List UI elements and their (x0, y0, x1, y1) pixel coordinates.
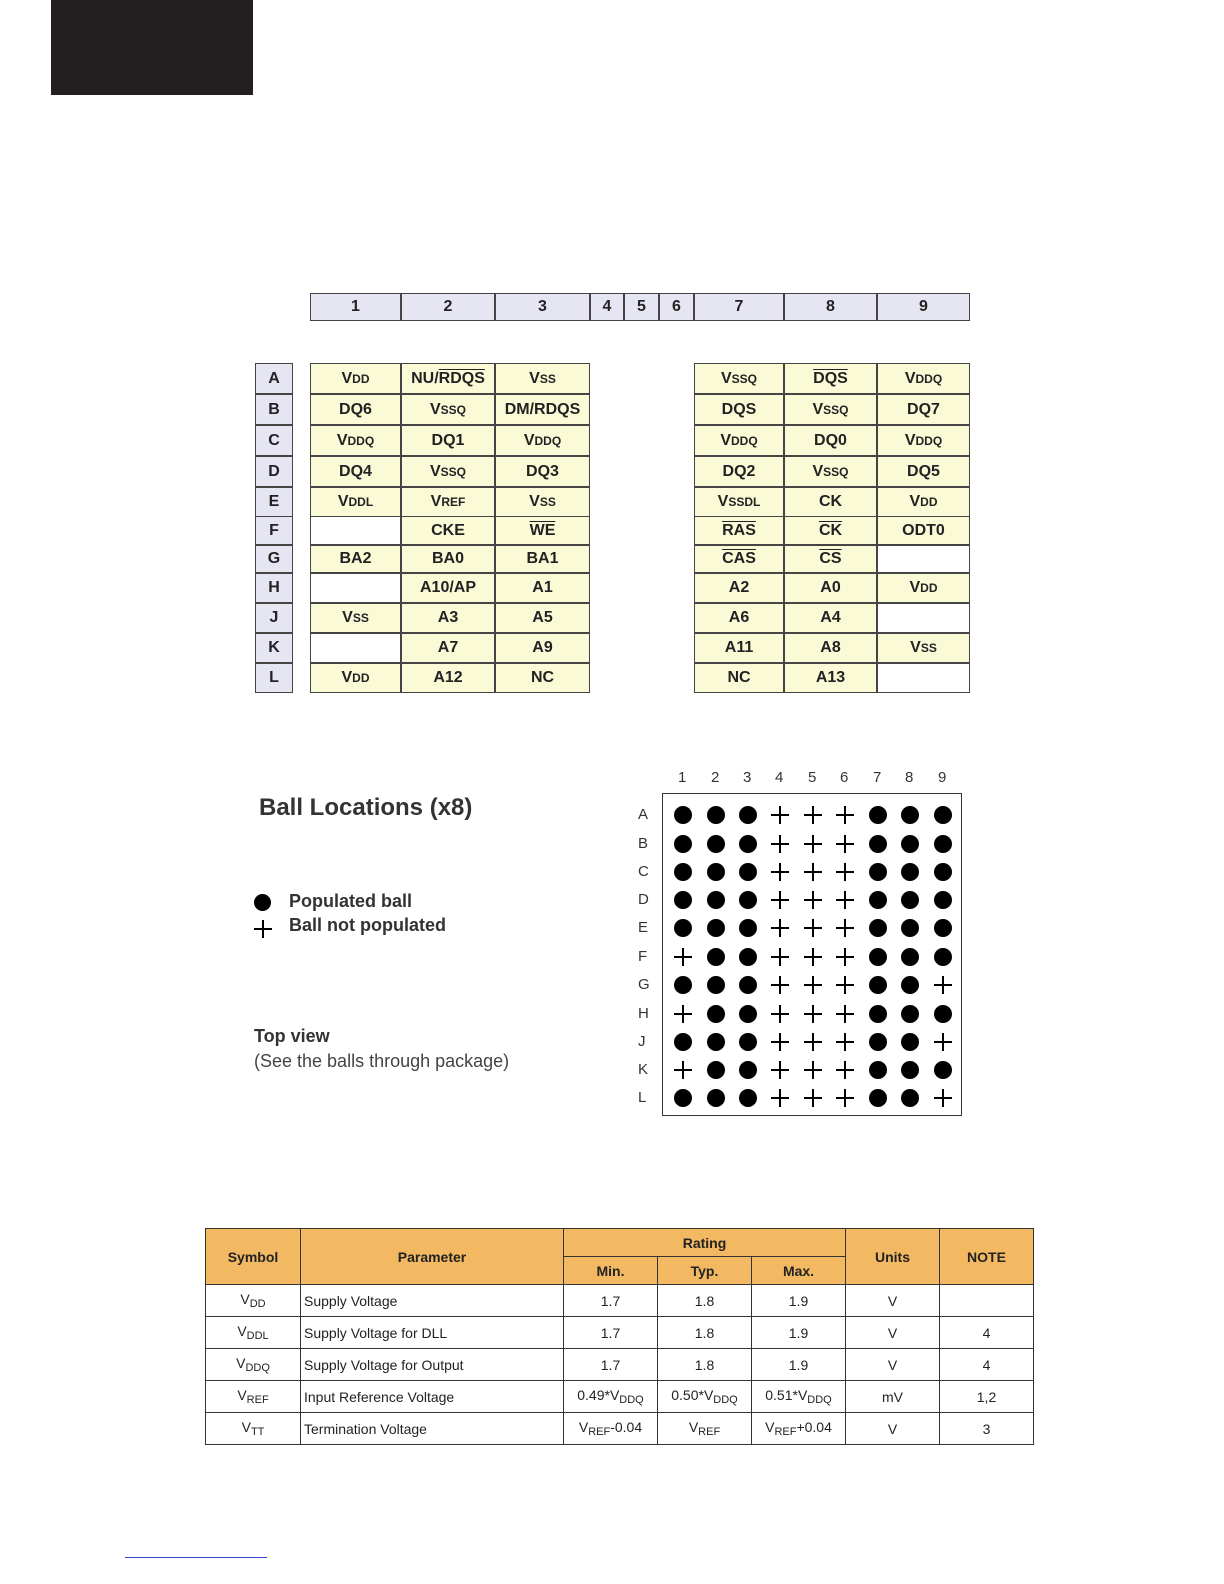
populated-ball-H2 (707, 1005, 725, 1023)
pin-A3: V SS (495, 363, 590, 394)
column-header-1: 1 (310, 293, 401, 321)
unpopulated-ball-D6 (836, 891, 854, 909)
populated-ball-E9 (934, 919, 952, 937)
ball-row-H: H (638, 1005, 649, 1022)
note-cell (940, 1285, 1034, 1317)
pin-L2: A12 (401, 663, 495, 693)
header-max: Max. (752, 1257, 846, 1285)
parameter-cell: Supply Voltage (301, 1285, 564, 1317)
pin-J1: V SS (310, 603, 401, 633)
unpopulated-ball-F5 (804, 948, 822, 966)
pin-K9: V SS (877, 633, 970, 663)
ball-row-A: A (638, 806, 649, 823)
pin-H7: A2 (694, 573, 784, 603)
unpopulated-ball-D4 (771, 891, 789, 909)
unpopulated-ball-J4 (771, 1033, 789, 1051)
table-row (206, 1381, 1034, 1413)
pin-K8: A8 (784, 633, 877, 663)
populated-ball-C1 (674, 863, 692, 881)
unpopulated-ball-E4 (771, 919, 789, 937)
pin-A7: V SSQ (694, 363, 784, 394)
populated-ball-D1 (674, 891, 692, 909)
column-header-9: 9 (877, 293, 970, 321)
pin-F1 (310, 516, 401, 545)
pin-L9 (877, 663, 970, 693)
populated-ball-E8 (901, 919, 919, 937)
unpopulated-ball-E6 (836, 919, 854, 937)
symbol-cell: $V_{DDQ}$ (206, 1349, 301, 1381)
populated-ball-L8 (901, 1089, 919, 1107)
pin-K3: A9 (495, 633, 590, 663)
table-row (206, 1349, 1034, 1381)
header-note: NOTE (940, 1229, 1034, 1285)
populated-ball-F3 (739, 948, 757, 966)
pin-K7: A11 (694, 633, 784, 663)
ball-column-6: 6 (840, 769, 849, 786)
populated-ball-D8 (901, 891, 919, 909)
header-symbol: Symbol (206, 1229, 301, 1285)
top-view-title: Top view (254, 1026, 330, 1046)
pin-G7: $\overline{CAS}$ (694, 545, 784, 573)
ball-column-8: 8 (905, 769, 914, 786)
populated-ball-C7 (869, 863, 887, 881)
pin-J3: A5 (495, 603, 590, 633)
populated-ball-C2 (707, 863, 725, 881)
pin-F7: $\overline{RAS}$ (694, 516, 784, 545)
pin-L1: V DD (310, 663, 401, 693)
pin-H3: A1 (495, 573, 590, 603)
populated-ball-B9 (934, 835, 952, 853)
populated-ball-K9 (934, 1061, 952, 1079)
max-cell: 1.9 (752, 1317, 846, 1349)
ball-column-4: 4 (775, 769, 784, 786)
pin-G9 (877, 545, 970, 573)
populated-ball-A2 (707, 806, 725, 824)
pin-F2: CKE (401, 516, 495, 545)
ball-column-1: 1 (678, 769, 687, 786)
unpopulated-ball-F4 (771, 948, 789, 966)
pin-G8: $\overline{CS}$ (784, 545, 877, 573)
pin-G1: BA2 (310, 545, 401, 573)
unpopulated-ball-K5 (804, 1061, 822, 1079)
populated-ball-F8 (901, 948, 919, 966)
note-cell: 3 (940, 1413, 1034, 1445)
populated-ball-H3 (739, 1005, 757, 1023)
pin-H2: A10/AP (401, 573, 495, 603)
symbol-cell: $V_{REF}$ (206, 1381, 301, 1413)
row-label-D: D (255, 456, 293, 487)
column-header-3: 3 (495, 293, 590, 321)
row-label-A: A (255, 363, 293, 394)
unpopulated-ball-G5 (804, 976, 822, 994)
populated-ball-K7 (869, 1061, 887, 1079)
unpopulated-ball-F6 (836, 948, 854, 966)
populated-ball-G1 (674, 976, 692, 994)
unpopulated-ball-L6 (836, 1089, 854, 1107)
populated-ball-F2 (707, 948, 725, 966)
column-header-6: 6 (659, 293, 694, 321)
pin-C1: V DDQ (310, 425, 401, 456)
populated-ball-G2 (707, 976, 725, 994)
ball-row-D: D (638, 891, 649, 908)
legend-not-populated-icon (254, 920, 271, 937)
populated-ball-B2 (707, 835, 725, 853)
pin-B7: DQS (694, 394, 784, 425)
pin-A2: NU/ RDQS (401, 363, 495, 394)
populated-ball-E3 (739, 919, 757, 937)
populated-ball-C3 (739, 863, 757, 881)
populated-ball-E2 (707, 919, 725, 937)
min-cell: 1.7 (564, 1285, 658, 1317)
ball-row-J: J (638, 1033, 646, 1050)
unpopulated-ball-J5 (804, 1033, 822, 1051)
units-cell: mV (846, 1381, 940, 1413)
populated-ball-A8 (901, 806, 919, 824)
populated-ball-G3 (739, 976, 757, 994)
pin-F3: $\overline{WE}$ (495, 516, 590, 545)
pin-D1: DQ4 (310, 456, 401, 487)
unpopulated-ball-H6 (836, 1005, 854, 1023)
populated-ball-C8 (901, 863, 919, 881)
pin-G3: BA1 (495, 545, 590, 573)
row-label-E: E (255, 487, 293, 517)
unpopulated-ball-L9 (934, 1089, 952, 1107)
column-header-2: 2 (401, 293, 495, 321)
pin-J2: A3 (401, 603, 495, 633)
unpopulated-ball-L5 (804, 1089, 822, 1107)
ball-row-G: G (638, 976, 650, 993)
populated-ball-D3 (739, 891, 757, 909)
ball-column-9: 9 (938, 769, 947, 786)
unpopulated-ball-K4 (771, 1061, 789, 1079)
populated-ball-J1 (674, 1033, 692, 1051)
populated-ball-L7 (869, 1089, 887, 1107)
pin-B2: V SSQ (401, 394, 495, 425)
populated-ball-L2 (707, 1089, 725, 1107)
populated-ball-D9 (934, 891, 952, 909)
pin-B9: DQ7 (877, 394, 970, 425)
pin-F9: ODT0 (877, 516, 970, 545)
legend-not-populated-label: Ball not populated (289, 915, 446, 935)
unpopulated-ball-J6 (836, 1033, 854, 1051)
populated-ball-A9 (934, 806, 952, 824)
max-cell: 1.9 (752, 1285, 846, 1317)
pin-E1: V DDL (310, 487, 401, 517)
row-label-B: B (255, 394, 293, 425)
legend-populated-label: Populated ball (289, 891, 413, 911)
unpopulated-ball-B4 (771, 835, 789, 853)
row-label-K: K (255, 633, 293, 663)
symbol-cell: $V_{DDL}$ (206, 1317, 301, 1349)
unpopulated-ball-L4 (771, 1089, 789, 1107)
pin-C9: V DDQ (877, 425, 970, 456)
populated-ball-B1 (674, 835, 692, 853)
ball-row-C: C (638, 863, 649, 880)
pin-H1 (310, 573, 401, 603)
unpopulated-ball-A6 (836, 806, 854, 824)
footer-link-underline (125, 1557, 267, 1558)
row-label-H: H (255, 573, 293, 603)
units-cell: V (846, 1285, 940, 1317)
populated-ball-E7 (869, 919, 887, 937)
pin-L7: NC (694, 663, 784, 693)
pin-C7: V DDQ (694, 425, 784, 456)
pin-J8: A4 (784, 603, 877, 633)
populated-ball-L1 (674, 1089, 692, 1107)
unpopulated-ball-G4 (771, 976, 789, 994)
ball-column-2: 2 (711, 769, 720, 786)
populated-ball-J7 (869, 1033, 887, 1051)
ball-column-7: 7 (873, 769, 882, 786)
min-cell: 1.7 (564, 1317, 658, 1349)
row-label-G: G (255, 545, 293, 573)
unpopulated-ball-B5 (804, 835, 822, 853)
ball-row-F: F (638, 948, 648, 965)
pin-K2: A7 (401, 633, 495, 663)
pin-D9: DQ5 (877, 456, 970, 487)
typ-cell: 1.8 (658, 1349, 752, 1381)
unpopulated-ball-C6 (836, 863, 854, 881)
table-row (206, 1413, 1034, 1445)
symbol-cell: $V_{DD}$ (206, 1285, 301, 1317)
unpopulated-ball-K6 (836, 1061, 854, 1079)
populated-ball-L3 (739, 1089, 757, 1107)
populated-ball-D2 (707, 891, 725, 909)
pin-C3: V DDQ (495, 425, 590, 456)
top-view-note: (See the balls through package) (254, 1051, 510, 1071)
unpopulated-ball-G6 (836, 976, 854, 994)
populated-ball-A3 (739, 806, 757, 824)
dc-operating-conditions-table (205, 1228, 1034, 1445)
note-cell: 4 (940, 1317, 1034, 1349)
typ-cell: $V_{REF}$ (658, 1413, 752, 1445)
populated-ball-H9 (934, 1005, 952, 1023)
pin-E9: V DD (877, 487, 970, 517)
unpopulated-ball-C5 (804, 863, 822, 881)
parameter-cell: Supply Voltage for Output (301, 1349, 564, 1381)
max-cell: $0.51*V_{DDQ}$ (752, 1381, 846, 1413)
populated-ball-B8 (901, 835, 919, 853)
unpopulated-ball-G9 (934, 976, 952, 994)
populated-ball-H7 (869, 1005, 887, 1023)
ball-column-5: 5 (808, 769, 817, 786)
min-cell: $0.49*V_{DDQ}$ (564, 1381, 658, 1413)
populated-ball-F7 (869, 948, 887, 966)
pin-A1: V DD (310, 363, 401, 394)
max-cell: 1.9 (752, 1349, 846, 1381)
unpopulated-ball-J9 (934, 1033, 952, 1051)
units-cell: V (846, 1349, 940, 1381)
pin-A8: $\overline{DQS}$ (784, 363, 877, 394)
unpopulated-ball-B6 (836, 835, 854, 853)
unpopulated-ball-F1 (674, 948, 692, 966)
header-typ: Typ. (658, 1257, 752, 1285)
typ-cell: $0.50*V_{DDQ}$ (658, 1381, 752, 1413)
populated-ball-K3 (739, 1061, 757, 1079)
column-header-7: 7 (694, 293, 784, 321)
populated-ball-B7 (869, 835, 887, 853)
populated-ball-A7 (869, 806, 887, 824)
unpopulated-ball-K1 (674, 1061, 692, 1079)
parameter-cell: Supply Voltage for DLL (301, 1317, 564, 1349)
pin-B3: DM/RDQS (495, 394, 590, 425)
pin-K1 (310, 633, 401, 663)
pin-A9: V DDQ (877, 363, 970, 394)
min-cell: $V_{REF}-0.04$ (564, 1413, 658, 1445)
legend-populated-icon (254, 894, 271, 911)
populated-ball-B3 (739, 835, 757, 853)
header-parameter: Parameter (301, 1229, 564, 1285)
typ-cell: 1.8 (658, 1285, 752, 1317)
row-label-F: F (255, 516, 293, 545)
row-label-C: C (255, 425, 293, 456)
pin-L3: NC (495, 663, 590, 693)
pin-J7: A6 (694, 603, 784, 633)
unpopulated-ball-A5 (804, 806, 822, 824)
units-cell: V (846, 1317, 940, 1349)
pin-E8: CK (784, 487, 877, 517)
pin-D7: DQ2 (694, 456, 784, 487)
pin-E7: V SSDL (694, 487, 784, 517)
pin-D2: V SSQ (401, 456, 495, 487)
populated-ball-H8 (901, 1005, 919, 1023)
populated-ball-A1 (674, 806, 692, 824)
pin-B8: V SSQ (784, 394, 877, 425)
table-row (206, 1285, 1034, 1317)
ball-row-K: K (638, 1061, 649, 1078)
populated-ball-J3 (739, 1033, 757, 1051)
unpopulated-ball-H1 (674, 1005, 692, 1023)
column-header-8: 8 (784, 293, 877, 321)
units-cell: V (846, 1413, 940, 1445)
ball-row-E: E (638, 919, 649, 936)
pin-J9 (877, 603, 970, 633)
table-row (206, 1317, 1034, 1349)
populated-ball-D7 (869, 891, 887, 909)
pin-H8: A0 (784, 573, 877, 603)
parameter-cell: Input Reference Voltage (301, 1381, 564, 1413)
symbol-cell: $V_{TT}$ (206, 1413, 301, 1445)
header-rating: Rating (564, 1229, 846, 1257)
unpopulated-ball-A4 (771, 806, 789, 824)
ball-row-L: L (638, 1089, 647, 1106)
parameter-cell: Termination Voltage (301, 1413, 564, 1445)
populated-ball-J8 (901, 1033, 919, 1051)
header-min: Min. (564, 1257, 658, 1285)
pin-D3: DQ3 (495, 456, 590, 487)
pin-C2: DQ1 (401, 425, 495, 456)
populated-ball-J2 (707, 1033, 725, 1051)
pin-F8: $\overline{CK}$ (784, 516, 877, 545)
pin-C8: DQ0 (784, 425, 877, 456)
pin-B1: DQ6 (310, 394, 401, 425)
unpopulated-ball-H4 (771, 1005, 789, 1023)
max-cell: $V_{REF}+0.04$ (752, 1413, 846, 1445)
pin-G2: BA0 (401, 545, 495, 573)
populated-ball-E1 (674, 919, 692, 937)
populated-ball-G7 (869, 976, 887, 994)
pin-D8: V SSQ (784, 456, 877, 487)
populated-ball-K8 (901, 1061, 919, 1079)
pin-E3: V SS (495, 487, 590, 517)
note-cell: 4 (940, 1349, 1034, 1381)
populated-ball-C9 (934, 863, 952, 881)
row-label-J: J (255, 603, 293, 633)
row-label-L: L (255, 663, 293, 693)
column-header-4: 4 (590, 293, 624, 321)
unpopulated-ball-H5 (804, 1005, 822, 1023)
ball-row-B: B (638, 835, 649, 852)
populated-ball-K2 (707, 1061, 725, 1079)
unpopulated-ball-C4 (771, 863, 789, 881)
populated-ball-G8 (901, 976, 919, 994)
populated-ball-F9 (934, 948, 952, 966)
unpopulated-ball-D5 (804, 891, 822, 909)
pin-L8: A13 (784, 663, 877, 693)
min-cell: 1.7 (564, 1349, 658, 1381)
pin-E2: V REF (401, 487, 495, 517)
note-cell: 1,2 (940, 1381, 1034, 1413)
legend-title: Ball Locations (x8) (259, 794, 473, 821)
pin-H9: V DD (877, 573, 970, 603)
header-black-box (51, 0, 253, 95)
header-units: Units (846, 1229, 940, 1285)
typ-cell: 1.8 (658, 1317, 752, 1349)
column-header-5: 5 (624, 293, 659, 321)
ball-column-3: 3 (743, 769, 752, 786)
unpopulated-ball-E5 (804, 919, 822, 937)
